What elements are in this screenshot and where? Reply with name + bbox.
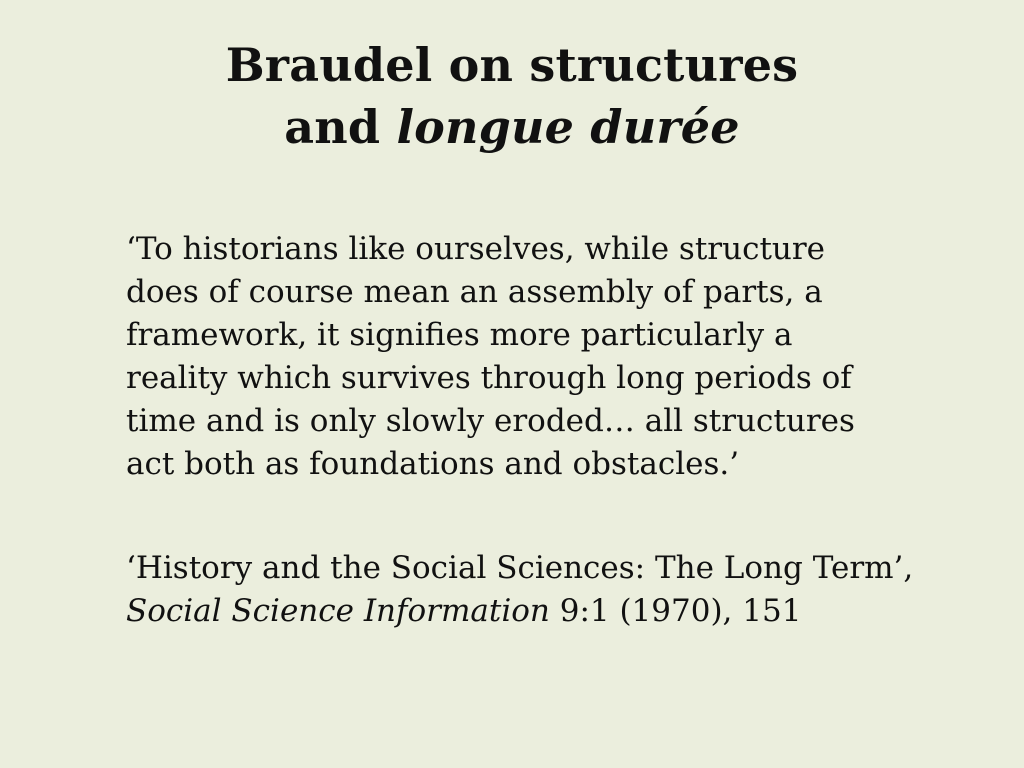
title-line-1: Braudel on structures: [225, 38, 799, 92]
quote-line: framework, it signifies more particularly a: [126, 317, 793, 353]
quote-line: reality which survives through long periods of: [126, 360, 852, 396]
citation-title: ‘History and the Social Sciences: The Long Term’,: [126, 550, 914, 586]
slide-title: [0, 34, 1024, 158]
title-prefix: and: [284, 100, 381, 154]
quote-line: does of course mean an assembly of parts, a: [126, 274, 823, 310]
title-italic-term: longue durée: [396, 100, 740, 154]
quote-block: [126, 228, 926, 486]
citation-details: 9:1 (1970), 151: [559, 593, 802, 629]
quote-line: time and is only slowly eroded… all structures: [126, 403, 855, 439]
title-line-2: [0, 96, 1024, 158]
quote-line: ‘To historians like ourselves, while structure: [126, 231, 826, 267]
citation-source: [126, 590, 986, 633]
citation-block: [126, 547, 986, 633]
citation-journal: Social Science Information: [126, 593, 550, 629]
quote-line: act both as foundations and obstacles.’: [126, 446, 740, 482]
